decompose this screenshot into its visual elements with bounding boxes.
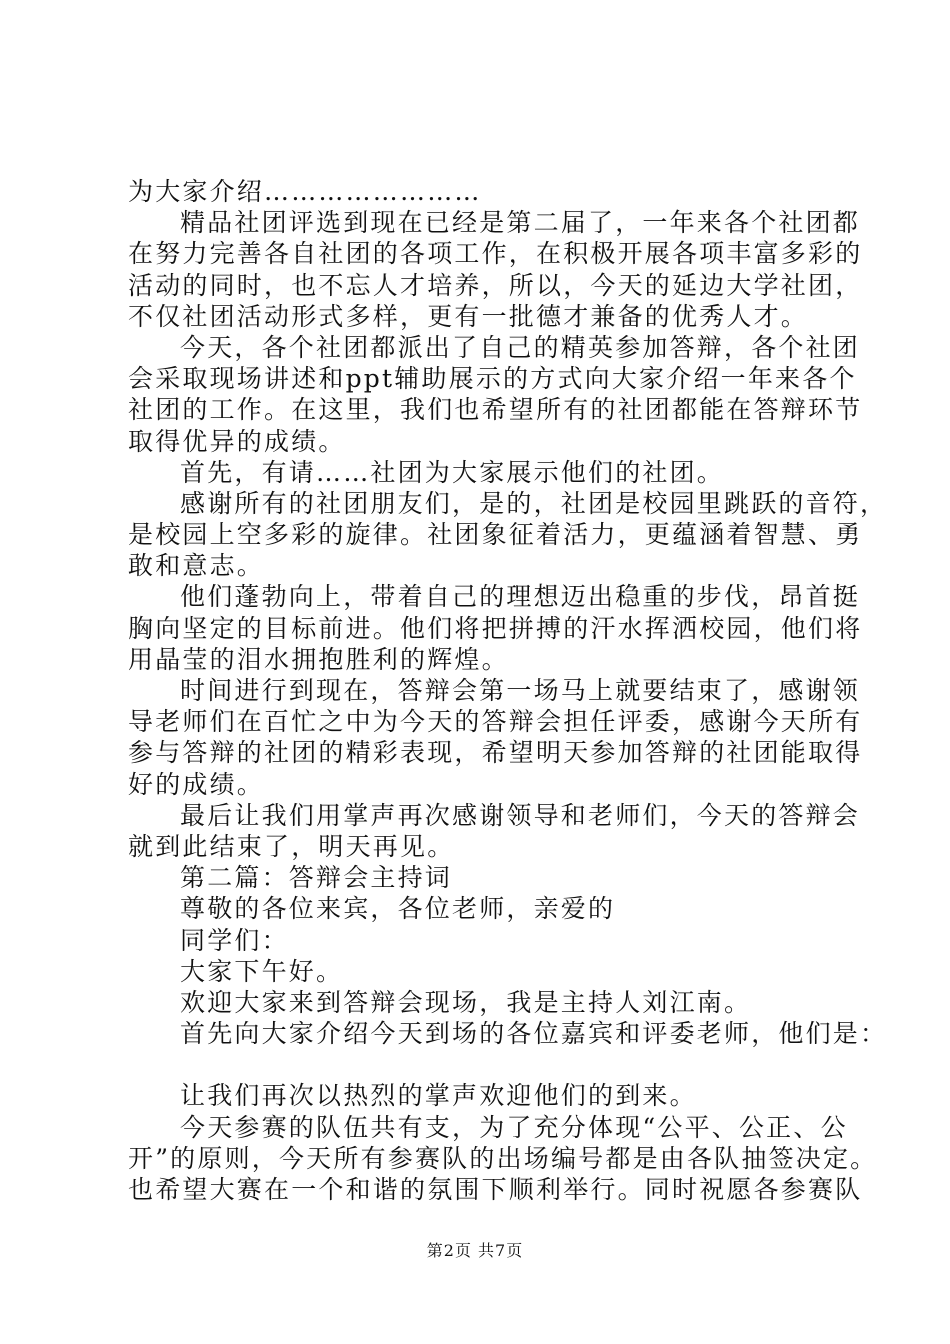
- text-line: 用晶莹的泪水拥抱胜利的辉煌。: [128, 644, 509, 674]
- text-line: 今天参赛的队伍共有支，为了充分体现“公平、公正、公: [180, 1112, 848, 1142]
- text-line: 大家下午好。: [180, 956, 344, 986]
- text-line: 感谢所有的社团朋友们，是的，社团是校园里跳跃的音符，: [180, 488, 888, 518]
- text-line: 他们蓬勃向上，带着自己的理想迈出稳重的步伐，昂首挺: [180, 582, 861, 612]
- text-line: 最后让我们用掌声再次感谢领导和老师们，今天的答辩会: [180, 800, 861, 830]
- text-line: 参与答辩的社团的精彩表现，希望明天参加答辩的社团能取得: [128, 738, 863, 768]
- text-line: 精品社团评选到现在已经是第二届了，一年来各个社团都: [180, 208, 861, 238]
- text-line: 让我们再次以热烈的掌声欢迎他们的到来。: [180, 1081, 697, 1111]
- text-line: 时间进行到现在，答辩会第一场马上就要结束了，感谢领: [180, 676, 861, 705]
- text-line: 也希望大赛在一个和谐的氛围下顺利举行。同时祝愿各参赛队: [128, 1175, 863, 1204]
- text-line: 活动的同时，也不忘人才培养，所以，今天的延边大学社团，: [128, 270, 863, 300]
- text-line: 胸向坚定的目标前进。他们将把拼搏的汗水挥洒校园，他们将: [128, 613, 863, 643]
- text-line: 首先，有请……社团为大家展示他们的社团。: [180, 457, 725, 487]
- text-line: 社团的工作。在这里，我们也希望所有的社团都能在答辩环节: [128, 395, 863, 425]
- text-line: 第二篇：答辩会主持词: [180, 863, 453, 893]
- text-line: 导老师们在百忙之中为今天的答辩会担任评委，感谢今天所有: [128, 707, 863, 737]
- text-line: 欢迎大家来到答辩会现场，我是主持人刘江南。: [180, 987, 752, 1017]
- page-footer: 第2页 共7页: [426, 1241, 524, 1260]
- text-line: 是校园上空多彩的旋律。社团象征着活力，更蕴涵着智慧、勇: [128, 520, 863, 550]
- text-line: 就到此结束了，明天再见。: [128, 831, 455, 861]
- text-line: 不仅社团活动形式多样，更有一批德才兼备的优秀人才。: [128, 301, 809, 331]
- text-line: 取得优异的成绩。: [128, 426, 346, 456]
- text-line: [128, 1049, 840, 1080]
- text-line: 今天，各个社团都派出了自己的精英参加答辩，各个社团: [180, 332, 861, 362]
- text-line: 尊敬的各位来宾，各位老师，亲爱的: [180, 894, 616, 924]
- text-line: 开”的原则，今天所有参赛队的出场编号都是由各队抽签决定。: [128, 1143, 878, 1173]
- text-line: 在努力完善各自社团的各项工作，在积极开展各项丰富多彩的: [128, 239, 863, 269]
- text-line: 为大家介绍……………………: [128, 177, 482, 206]
- text-line: 首先向大家介绍今天到场的各位嘉宾和评委老师，他们是：: [180, 1019, 888, 1049]
- text-line: 敢和意志。: [128, 551, 265, 581]
- text-line: 同学们：: [180, 925, 289, 955]
- text-line: 好的成绩。: [128, 769, 265, 799]
- document-body: [128, 176, 888, 1205]
- text-line: 会采取现场讲述和ppt辅助展示的方式向大家介绍一年来各个: [128, 364, 857, 394]
